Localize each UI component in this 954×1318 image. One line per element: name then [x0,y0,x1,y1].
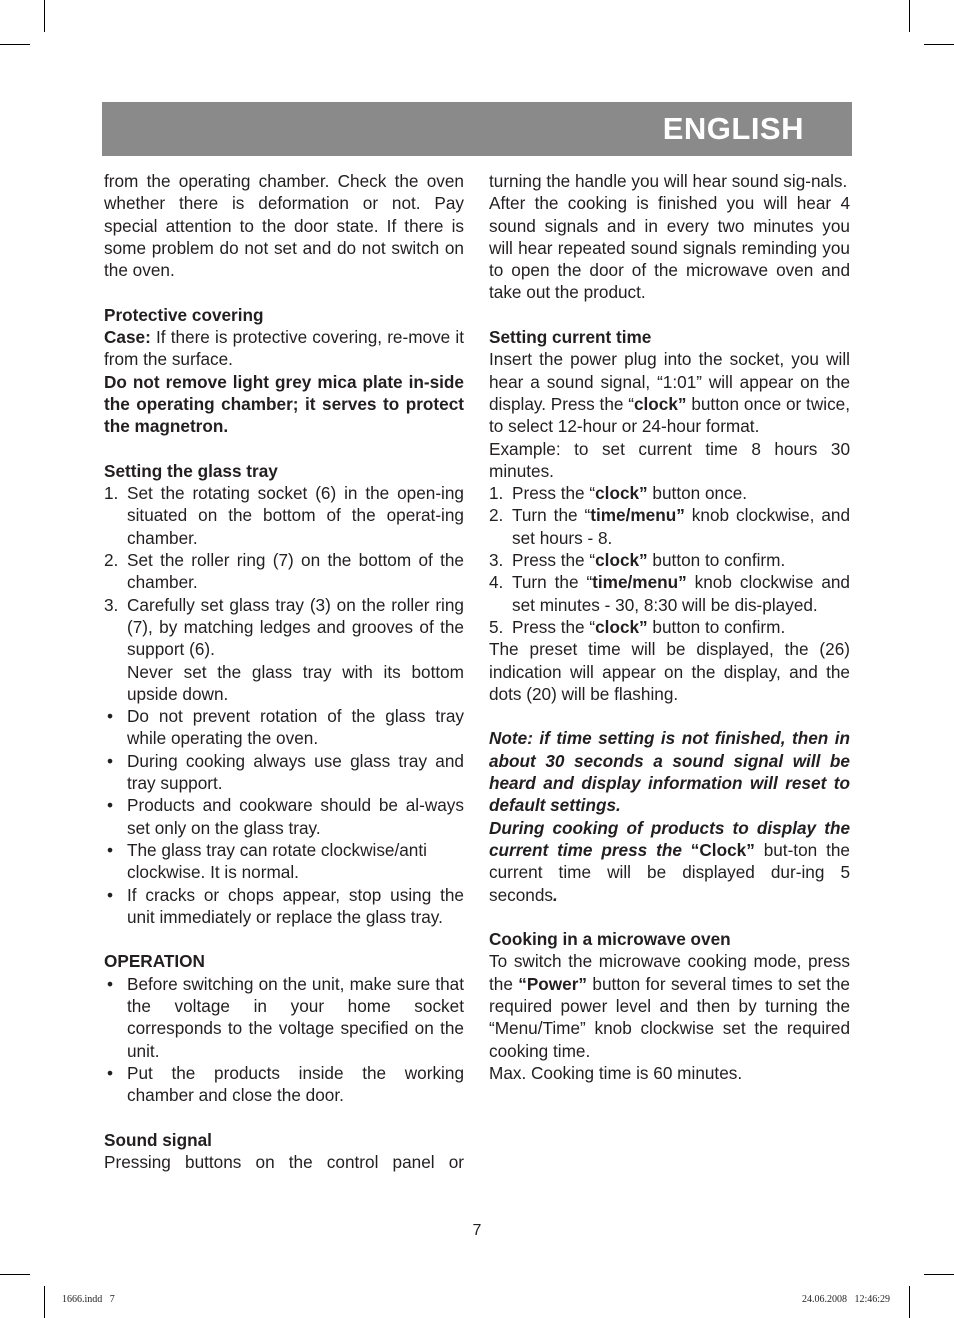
sound-paragraph-cont: turning the handle you will hear sound sig-nals. [489,171,848,191]
after-cooking-paragraph: After the cooking is finished you will hear 4 sound signals and in every two minutes you will hear repeated sound signals reminding you to open the door of the microwave oven and take out the product. [489,193,850,303]
list-item: 3. Carefully set glass tray (3) on the roller ring (7), by matching ledges and grooves of the support (6). [104,594,464,660]
page-title: ENGLISH [662,111,804,146]
step-note: Never set the glass tray with its bottom upside down. [127,661,464,704]
crop-mark [0,44,30,45]
bullet-item: • Put the products inside the working chamber and close the door. [107,1062,464,1106]
page-number: 7 [472,1222,482,1239]
crop-mark [924,1274,954,1275]
section-heading-current-time: Setting current time [489,327,652,348]
bullet-item: • If cracks or chops appear, stop using the unit immediately or replace the glass tray. [107,884,464,927]
list-item: 2. Set the roller ring (7) on the bottom of the chamber. [104,550,464,593]
header-banner [102,102,852,156]
bullet-item: • The glass tray can rotate clockwise/anti clockwise. It is normal. [107,839,427,883]
section-heading-microwave: Cooking in a microwave oven [489,929,731,950]
list-item: 5. Press the “clock” button to confirm. [489,616,786,637]
list-item: 1. Set the rotating socket (6) in the open-ing situated on the bottom of the operat-ing chamber. [104,483,464,548]
right-column [489,170,850,1084]
footer-timestamp: 24.06.2008 12:46:29 [801,1294,890,1305]
section-heading-protective: Protective covering [104,304,264,325]
sound-paragraph: Pressing buttons on the control panel or [104,1152,464,1173]
crop-mark [44,1286,45,1318]
list-item: 2. Turn the “time/menu” knob clockwise, and set hours - 8. [489,505,850,548]
list-item: 4. Turn the “time/menu” knob clockwise and set minutes - 30, 8:30 will be dis-played. [489,572,850,615]
list-item: 1. Press the “clock” button once. [489,483,748,504]
crop-mark [909,1286,910,1318]
note-paragraph: Note: if time setting is not finished, then in about 30 seconds a sound signal will be heard and display information will reset to default settings. [489,728,850,816]
time-example: Example: to set current time 8 hours 30 minutes. [489,438,850,481]
bullet-item: • During cooking always use glass tray and tray support. [107,750,464,794]
section-heading-operation: OPERATION [104,951,205,972]
bullet-item: • Before switching on the unit, make sure that the voltage in your home socket corresponds to the voltage specified on the unit. [107,973,464,1061]
display-time-paragraph: During cooking of products to display the current time press the “Clock” but-ton the current time will be displayed dur-ing 5 seconds. [489,817,850,905]
time-intro: Insert the power plug into the socket, you will hear a sound signal, “1:01” will appear on the display. Press the “clock” button once or twice, to select 12-hour or 24-hour format. [489,349,850,437]
preset-paragraph: The preset time will be displayed, the (26) indication will appear on the display, and the dots (20) will be flashing. [489,639,850,704]
crop-mark [0,1274,30,1275]
bullet-item: • Do not prevent rotation of the glass tray while operating the oven. [107,706,464,749]
list-item: 3. Press the “clock” button to confirm. [489,550,786,571]
left-column [104,170,464,1173]
footer-filename: 1666.indd 7 [62,1294,115,1305]
section-heading-glass-tray: Setting the glass tray [104,460,278,481]
section-heading-sound: Sound signal [104,1129,212,1150]
bullet-item: • Products and cookware should be al-ways set only on the glass tray. [107,795,464,838]
intro-paragraph: from the operating chamber. Check the oven whether there is deformation or not. Pay special attention to the door state. If there is some problem do not set and do not switch on the oven. [104,171,464,281]
crop-mark [924,44,954,45]
crop-mark [909,0,910,32]
max-time: Max. Cooking time is 60 minutes. [489,1062,743,1083]
microwave-paragraph: To switch the microwave cooking mode, press the “Power” button for several times to set the required power level and then by turning the “Menu/Time” knob clockwise set the required cooking time. [489,951,850,1061]
crop-mark [44,0,45,32]
mica-warning: Do not remove light grey mica plate in-side the operating chamber; it serves to protect the magnetron. [104,371,464,437]
case-paragraph: Case: If there is protective covering, re-move it from the surface. [104,327,464,370]
